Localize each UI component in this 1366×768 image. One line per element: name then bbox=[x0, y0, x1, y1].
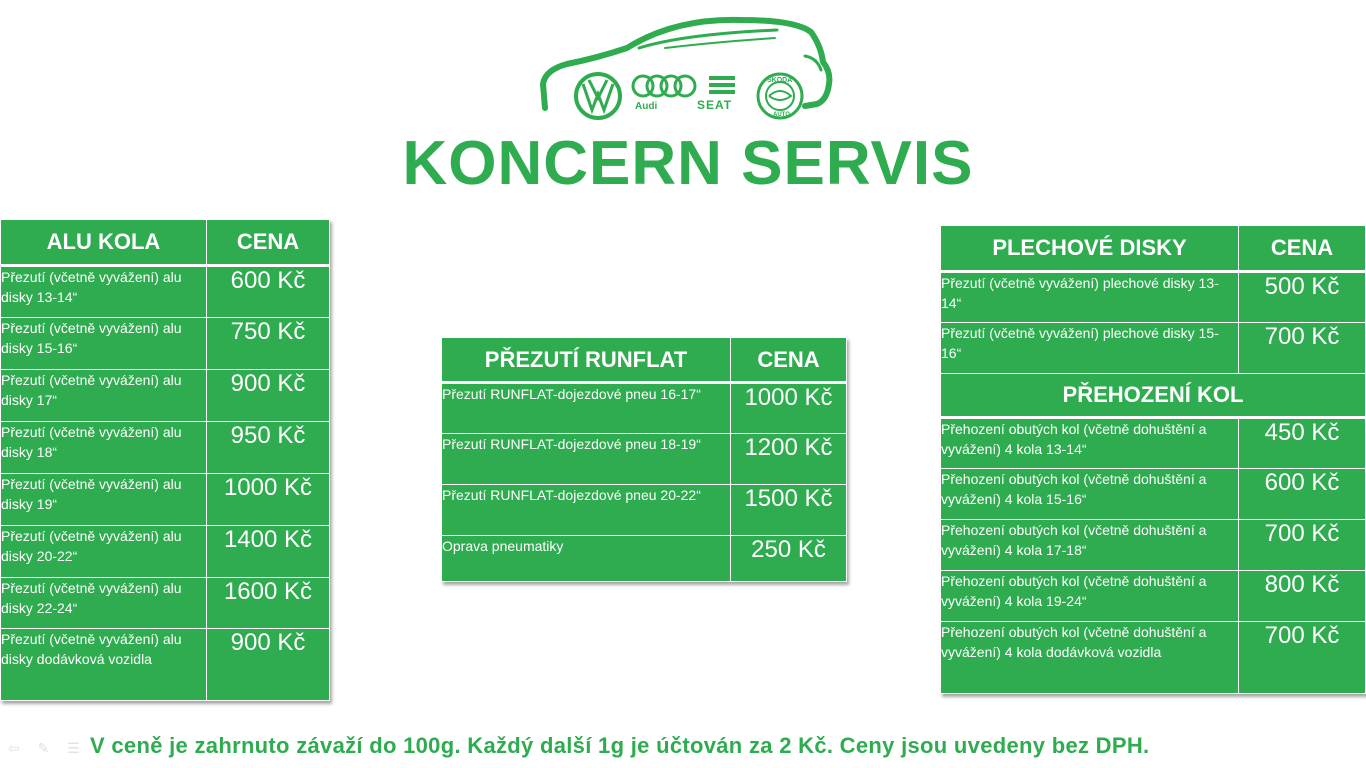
table-row bbox=[941, 323, 1366, 374]
row-desc: Přezutí (včetně vyvážení) alu disky dodávková vozidla bbox=[1, 629, 207, 701]
table-row bbox=[941, 520, 1366, 571]
row-desc: Přezutí RUNFLAT-dojezdové pneu 16-17“ bbox=[442, 383, 731, 434]
row-desc: Přezutí (včetně vyvážení) plechové disky 15-16“ bbox=[941, 323, 1239, 374]
row-desc: Přezutí (včetně vyvážení) alu disky 20-22“ bbox=[1, 526, 207, 578]
row-price: 750 Kč bbox=[207, 318, 330, 370]
footer-note: V ceně je zahrnuto závaží do 100g. Každý další 1g je účtován za 2 Kč. Ceny jsou uvedeny bez DPH. bbox=[90, 733, 1150, 758]
pen-icon[interactable]: ✎ bbox=[37, 740, 50, 756]
row-price: 700 Kč bbox=[1239, 323, 1366, 374]
row-desc: Přezutí RUNFLAT-dojezdové pneu 20-22“ bbox=[442, 485, 731, 536]
table-header-row bbox=[442, 338, 847, 383]
table-row bbox=[1, 370, 330, 422]
runflat-price-header: CENA bbox=[731, 338, 847, 383]
runflat-table bbox=[441, 337, 847, 582]
row-price: 1500 Kč bbox=[731, 485, 847, 536]
alu-header: ALU KOLA bbox=[1, 220, 207, 266]
row-price: 900 Kč bbox=[207, 629, 330, 701]
row-desc: Přehození obutých kol (včetně dohuštění a vyvážení) 4 kola 15-16“ bbox=[941, 469, 1239, 520]
table-row bbox=[1, 526, 330, 578]
row-desc: Přezutí RUNFLAT-dojezdové pneu 18-19“ bbox=[442, 434, 731, 485]
audi-wordmark: Audi bbox=[635, 101, 658, 112]
slide-nav-controls bbox=[8, 740, 94, 757]
skoda-auto-wordmark: AUTO bbox=[773, 112, 790, 118]
table-row bbox=[442, 485, 847, 536]
row-desc: Přezutí (včetně vyvážení) alu disky 19“ bbox=[1, 474, 207, 526]
row-price: 1200 Kč bbox=[731, 434, 847, 485]
section-header-row bbox=[941, 374, 1366, 418]
table-header-row bbox=[941, 226, 1366, 272]
seat-wordmark: SEAT bbox=[697, 98, 733, 112]
back-arrow-icon[interactable]: ⇦ bbox=[8, 740, 20, 756]
table-row bbox=[442, 383, 847, 434]
table-row bbox=[1, 629, 330, 701]
row-price: 250 Kč bbox=[731, 536, 847, 582]
menu-icon[interactable]: ☰ bbox=[67, 740, 80, 756]
row-price: 950 Kč bbox=[207, 422, 330, 474]
table-row bbox=[1, 318, 330, 370]
row-desc: Přehození obutých kol (včetně dohuštění a vyvážení) 4 kola 19-24“ bbox=[941, 571, 1239, 622]
page-title: KONCERN SERVIS bbox=[402, 129, 974, 198]
table-row bbox=[941, 571, 1366, 622]
plech-price-header: CENA bbox=[1239, 226, 1366, 272]
alu-price-header: CENA bbox=[207, 220, 330, 266]
table-row bbox=[1, 422, 330, 474]
vw-logo-icon bbox=[576, 74, 620, 118]
row-desc: Oprava pneumatiky bbox=[442, 536, 731, 582]
table-row bbox=[941, 272, 1366, 323]
seat-logo-icon bbox=[709, 76, 735, 94]
row-price: 450 Kč bbox=[1239, 418, 1366, 469]
table-row bbox=[1, 578, 330, 629]
runflat-header: PŘEZUTÍ RUNFLAT bbox=[442, 338, 731, 383]
row-price: 700 Kč bbox=[1239, 622, 1366, 694]
row-price: 1000 Kč bbox=[207, 474, 330, 526]
table-row bbox=[442, 536, 847, 582]
row-price: 600 Kč bbox=[1239, 469, 1366, 520]
row-price: 700 Kč bbox=[1239, 520, 1366, 571]
row-price: 1400 Kč bbox=[207, 526, 330, 578]
row-price: 1600 Kč bbox=[207, 578, 330, 629]
row-desc: Přezutí (včetně vyvážení) plechové disky 13-14“ bbox=[941, 272, 1239, 323]
table-row bbox=[941, 418, 1366, 469]
row-price: 500 Kč bbox=[1239, 272, 1366, 323]
row-desc: Přezutí (včetně vyvážení) alu disky 13-14“ bbox=[1, 266, 207, 318]
row-price: 900 Kč bbox=[207, 370, 330, 422]
row-desc: Přezutí (včetně vyvážení) alu disky 18“ bbox=[1, 422, 207, 474]
plech-header: PLECHOVÉ DISKY bbox=[941, 226, 1239, 272]
row-desc: Přezutí (včetně vyvážení) alu disky 15-16“ bbox=[1, 318, 207, 370]
row-price: 800 Kč bbox=[1239, 571, 1366, 622]
table-row bbox=[442, 434, 847, 485]
row-desc: Přehození obutých kol (včetně dohuštění a vyvážení) 4 kola 17-18“ bbox=[941, 520, 1239, 571]
plechove-disky-table bbox=[940, 225, 1366, 694]
row-price: 1000 Kč bbox=[731, 383, 847, 434]
row-desc: Přezutí (včetně vyvážení) alu disky 22-24“ bbox=[1, 578, 207, 629]
table-row bbox=[1, 266, 330, 318]
audi-logo-icon bbox=[633, 76, 695, 96]
table-row bbox=[941, 622, 1366, 694]
table-row bbox=[941, 469, 1366, 520]
alu-kola-table bbox=[0, 219, 330, 701]
table-header-row bbox=[1, 220, 330, 266]
row-desc: Přehození obutých kol (včetně dohuštění a vyvážení) 4 kola 13-14“ bbox=[941, 418, 1239, 469]
prehozeni-header: PŘEHOZENÍ KOL bbox=[941, 374, 1366, 418]
table-row bbox=[1, 474, 330, 526]
car-brands-logo bbox=[535, 12, 835, 124]
row-desc: Přezutí (včetně vyvážení) alu disky 17“ bbox=[1, 370, 207, 422]
row-price: 600 Kč bbox=[207, 266, 330, 318]
row-desc: Přehození obutých kol (včetně dohuštění a vyvážení) 4 kola dodávková vozidla bbox=[941, 622, 1239, 694]
skoda-wordmark: ŠKODA bbox=[767, 77, 793, 84]
